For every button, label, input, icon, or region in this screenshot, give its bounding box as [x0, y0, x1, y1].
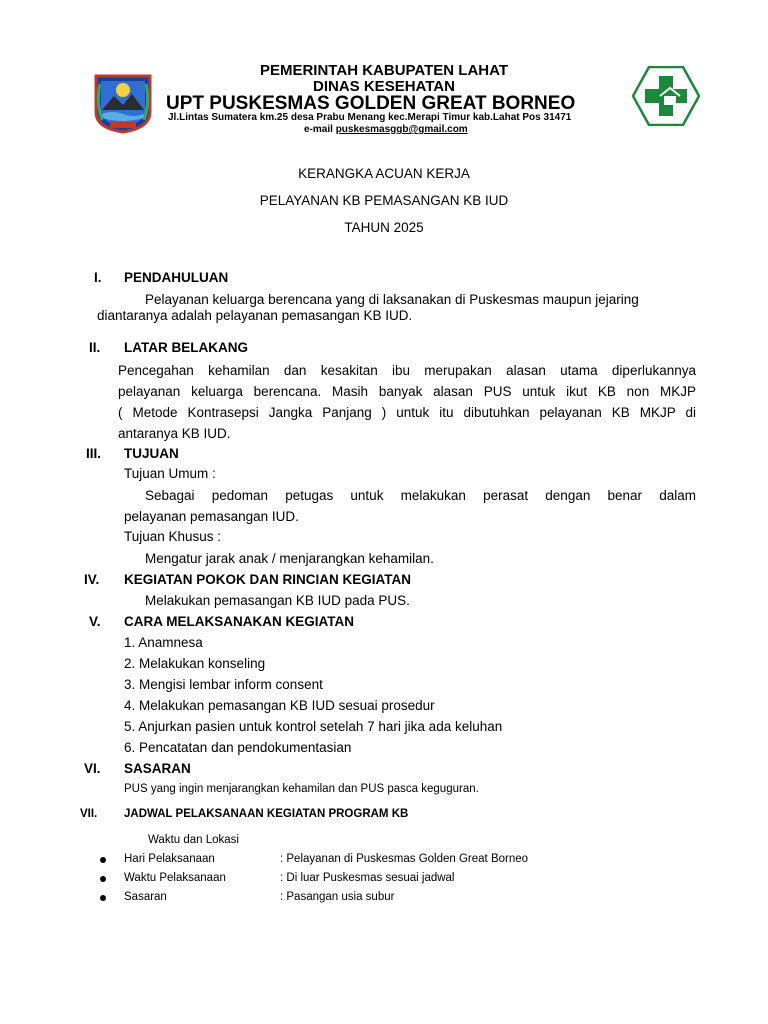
- schedule-label: Sasaran: [124, 891, 167, 903]
- step-item: 1. Anamnesa: [124, 635, 203, 650]
- section-2-line1: Pencegahan kehamilan dan kesakitan ibu merupakan alasan utama diperlukannya: [118, 363, 696, 378]
- section-3-number: III.: [86, 446, 102, 461]
- section-7-number: VII.: [80, 808, 98, 820]
- section-6-title: SASARAN: [124, 761, 191, 776]
- step-item: 3. Mengisi lembar inform consent: [124, 677, 323, 692]
- schedule-label: Hari Pelaksanaan: [124, 853, 215, 865]
- tujuan-khusus-text: Mengatur jarak anak / menjarangkan kehamilan.: [145, 551, 434, 566]
- tujuan-umum-line1: Sebagai pedoman petugas untuk melakukan perasat dengan benar dalam: [145, 488, 696, 503]
- step-item: 5. Anjurkan pasien untuk kontrol setelah 7 hari jika ada keluhan: [124, 719, 503, 734]
- section-2-paragraph: [118, 360, 696, 444]
- doc-title-2: PELAYANAN KB PEMASANGAN KB IUD: [259, 193, 509, 208]
- header-title: UPT PUSKESMAS GOLDEN GREAT BORNEO: [166, 93, 576, 114]
- bullet-icon: [100, 857, 106, 863]
- section-7-title: JADWAL PELAKSANAAN KEGIATAN PROGRAM KB: [124, 808, 409, 820]
- doc-title-1: KERANGKA ACUAN KERJA: [298, 166, 470, 181]
- bullet-icon: [100, 876, 106, 882]
- section-2-number: II.: [89, 340, 101, 355]
- section-4-number: IV.: [84, 572, 100, 587]
- tujuan-umum-line2: pelayanan pemasangan IUD.: [124, 509, 299, 524]
- section-2-line3: ( Metode Kontrasepsi Jangka Panjang ) untuk itu dibutuhkan pelayanan KB MKJP di: [118, 405, 696, 420]
- tujuan-khusus-label: Tujuan Khusus :: [124, 529, 222, 544]
- section-6-number: VI.: [84, 761, 101, 776]
- step-item: 6. Pencatatan dan pendokumentasian: [124, 740, 352, 755]
- section-5-number: V.: [89, 614, 101, 629]
- section-3-title: TUJUAN: [124, 446, 179, 461]
- header-address: Jl.Lintas Sumatera km.25 desa Prabu Menang kec.Merapi Timur kab.Lahat Pos 31471: [168, 112, 572, 123]
- doc-title-3: TAHUN 2025: [344, 220, 424, 235]
- schedule-label: Waktu Pelaksanaan: [124, 872, 226, 884]
- section-1-number: I.: [94, 270, 102, 285]
- section-1-para-line2: diantaranya adalah pelayanan pemasangan KB IUD.: [97, 308, 413, 323]
- header-government: PEMERINTAH KABUPATEN LAHAT: [259, 62, 509, 79]
- header-email-line: [304, 124, 468, 135]
- section-5-title: CARA MELAKSANAKAN KEGIATAN: [124, 614, 354, 629]
- step-item: 2. Melakukan konseling: [124, 656, 266, 671]
- step-item: 4. Melakukan pemasangan KB IUD sesuai prosedur: [124, 698, 435, 713]
- bullet-icon: [100, 895, 106, 901]
- section-2-title: LATAR BELAKANG: [124, 340, 248, 355]
- section-4-text: Melakukan pemasangan KB IUD pada PUS.: [145, 593, 410, 608]
- schedule-value: : Di luar Puskesmas sesuai jadwal: [280, 872, 455, 884]
- section-1-para-line1: Pelayanan keluarga berencana yang di laksanakan di Puskesmas maupun jejaring: [145, 292, 639, 307]
- header-department: DINAS KESEHATAN: [313, 78, 455, 95]
- section-2-line4: antaranya KB IUD.: [118, 426, 231, 441]
- schedule-value: : Pelayanan di Puskesmas Golden Great Borneo: [280, 853, 529, 865]
- section-6-text: PUS yang ingin menjarangkan kehamilan dan PUS pasca keguguran.: [124, 783, 479, 795]
- schedule-value: : Pasangan usia subur: [280, 891, 395, 903]
- email-link[interactable]: puskesmasggb@gmail.com: [335, 124, 468, 135]
- tujuan-umum-label: Tujuan Umum :: [124, 466, 216, 481]
- section-2-line2: pelayanan keluarga berencana. Masih banyak alasan PUS untuk ikut KB non MKJP: [118, 384, 696, 399]
- tujuan-umum-paragraph: [124, 485, 696, 527]
- section-7-subtitle: Waktu dan Lokasi: [148, 834, 239, 846]
- section-1-title: PENDAHULUAN: [124, 270, 229, 285]
- section-4-title: KEGIATAN POKOK DAN RINCIAN KEGIATAN: [124, 572, 411, 587]
- email-label: e-mail: [304, 124, 336, 135]
